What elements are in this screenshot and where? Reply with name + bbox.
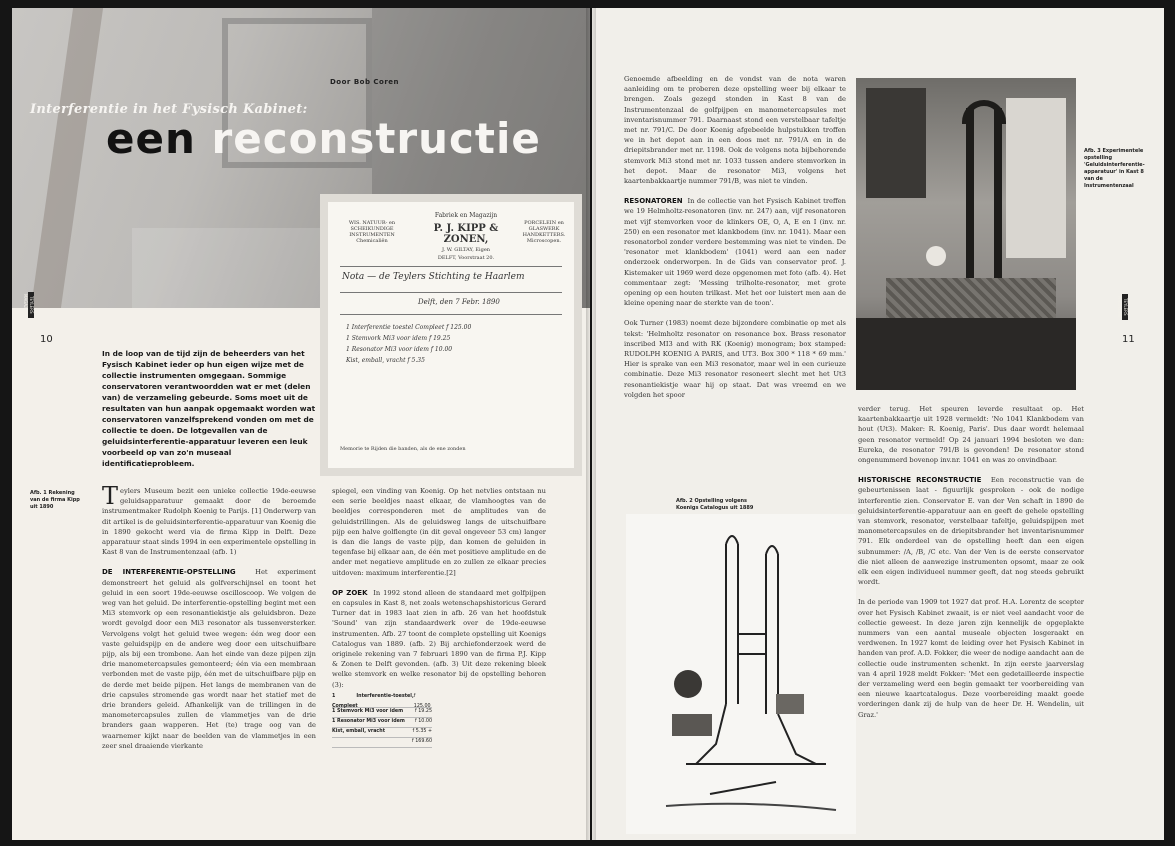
- intro-paragraph: In de loop van de tijd zijn de beheerders van het Fysisch Kabinet ieder op hun eigen wijze met de collectie instrumenten omgegaan. Sommige conservatoren verantwoordden wat er met (delen van) de verzameling gebeurde. Soms moet uit de resultaten van hun aanpak opgemaakt worden wat conservatoren vanzelfsprekend vonden om met de collectie te doen. De lotgevallen van de geluidsinterferentie-apparatuur leveren een leuk voorbeeld op van zo'n museaal identificatieprobleem.: [102, 349, 316, 468]
- right-page: [592, 8, 1164, 840]
- headline-part-b: reconstructie: [211, 114, 541, 163]
- invoice-table: [332, 694, 432, 748]
- invoice-script-line-1: 1 Interferentie toestel Compleet f 125.00: [346, 324, 472, 331]
- colB-para-2: Een reconstructie van de gebeurtenissen laat - figuurlijk gesproken - ook de nodige interferentie zien. Conservator E. van der Ven schaft in 1890 de geluidsinterferentie-apparatuur aan en geeft de gehele opstelling van stemvork, resonator, verstelbaar tafeltje, geluidspijpen met manometercapsules en de driepitsbrander het inventarisnummer 791. Elk onderdeel van de opstelling heeft dan een eigen subnummer: /A, /B, /C etc. Van der Ven is de eerste conservator die niet alleen de aanwezige instrumenten opsomt, maar ze ook elk een eigen individueel nummer geeft, dat nog steeds gebruikt wordt.: [858, 476, 1084, 587]
- invoice-address: DELFT, Voorstraat 20.: [437, 255, 495, 261]
- catalogue-engraving: [626, 514, 856, 834]
- col1-para-1: eylers Museum bezit een unieke collectie 19de-eeuwse geluidsapparatuur gemaakt door de beroemde instrumentmaker Rudolph Koenig te Parijs. [1] Onderwerp van dit artikel is de geluidsinterferentie-apparatuur van Koenig die in 1890 gekocht werd via de firma Kipp in Delft. Deze apparatuur staat sinds 1994 in een experimentele opstelling in Kast 8 van de Instrumentenzaal (afb. 1): [102, 487, 316, 557]
- invoice-table-row: [332, 738, 432, 748]
- invoice-image: [320, 194, 582, 476]
- right-column-b: [858, 404, 1084, 720]
- invoice-owner: J. W. GILTAY, Eigen: [441, 247, 491, 253]
- invoice-script-date: Delft, den 7 Febr. 1890: [418, 298, 500, 306]
- byline: Door Bob Coren: [330, 78, 400, 86]
- invoice-mid-header: [416, 212, 516, 261]
- page-number-left: 10: [40, 334, 53, 345]
- figure-1-caption: Afb. 1 Rekening van de firma Kipp uit 1890: [30, 490, 80, 510]
- subheading-historische: HISTORISCHE RECONSTRUCTIE: [858, 476, 982, 485]
- figure-3-caption: Afb. 3 Experimentele opstelling 'Geluidsinterferentie-apparatuur' in Kast 8 van de Instrumentenzaal: [1084, 148, 1145, 189]
- invoice-table-item: 1 Interferentie-toestel, Compleet: [332, 694, 414, 710]
- invoice-left-header: WIS. NATUUR- en SCHEIKUNDIGE INSTRUMENTEN Chemicaliën: [348, 220, 396, 244]
- figure-2-caption: Afb. 2 Opstelling volgens Koenigs Catalogus uit 1889: [676, 498, 754, 511]
- invoice-table-amount: f 19.25: [415, 709, 432, 715]
- colB-para-1: verder terug. Het speuren leverde resultaat op. Het kaartenbakkaartje uit 1928 vermeldt: 'No 1041 Klankbodem van hout (Ut3). Maker: R. Koenig, Paris'. Dus daar wordt helemaal geen resonator vermeld! Op 24 januari 1994 besloten we dan: Eureka, de resonator 791/B is gevonden! De resonator stond ongenummerd bovenop inv.nr. 1041 en was zo onvindbaar.: [858, 405, 1084, 465]
- invoice-table-item: 1 Stemvork Mi3 voor idem: [332, 709, 404, 715]
- subheading-opstelling: DE INTERFERENTIE-OPSTELLING: [102, 568, 236, 577]
- invoice-right-header: PORCELEIN en GLASWERK HANDKETTERS. Microscopen.: [522, 220, 566, 244]
- col1-para-2: Het experiment demonstreert het geluid als golfverschijnsel en toont het geluid in een soort 19de-eeuwse oscilloscoop. We volgen de weg van het geluid. De interferentie-opstelling begint met een Mi3 stemvork op een resonantiekistje als geluidsbron. Deze wordt gevolgd door een Mi3 resonator als tussenversterker. Vervolgens volgt het geluid twee wegen: één weg door een vaste geluidspijp en de andere weg door een uitschuifbare pijp, als bij een trombone. Aan het einde van deze pijpen zijn drie manometercapsules gemonteerd; één via een membraan verbonden met de vaste pijp, één met de uitschuifbare pijp en de derde met beide pijpen. Het langs de membranen van de drie capsules stromende gas wordt naar het statief met de drie branders geleid. Afhankelijk van de trillingen in de manometercapsules zullen de vlammetjes van de drie branders gaan wapperen. Het (te) trage oog van de waarnemer kijkt naar de beelden van de vlammetjes in een zeer snel draaiende vierkante: [102, 568, 316, 750]
- left-page: [12, 8, 590, 840]
- col2-para-2: In 1992 stond alleen de standaard met golfpijpen en capsules in Kast 8, net zoals wetenschapshistoricus Gerard Turner dat in 1983 laat zien in afb. 26 van het hoofdstuk 'Sound' van zijn standaardwerk over de 19de-eeuwse instrumenten. Afb. 27 toont de complete opstelling uit Koenigs Catalogus van 1889. (afb. 2) Bij archiefonderzoek werd de originele rekening van 7 februari 1890 van de firma P.J. Kipp & Zonen te Delft gevonden. (afb. 3) Uit deze rekening bleek welke stemvork en welke resonator bij de opstelling behoren (3):: [332, 588, 546, 689]
- page-number-right: 11: [1122, 334, 1135, 345]
- magazine-tab-right: TEYLERS MAGAZINE: [1122, 294, 1128, 320]
- invoice-table-amount: f 125.00: [413, 694, 431, 710]
- left-column-1: [102, 482, 316, 751]
- right-column-a: [624, 74, 846, 400]
- invoice-script-addressee: Nota — de Teylers Stichting te Haarlem: [342, 272, 525, 282]
- dropcap: T: [102, 482, 119, 510]
- invoice-table-item: Kist, emball, vracht: [332, 729, 385, 735]
- invoice-company: P. J. KIPP & ZONEN,: [433, 223, 499, 245]
- invoice-table-amount: f 5.35 +: [412, 729, 432, 735]
- invoice-footer: Memorie te Rijden die banden, als de ene zonden: [340, 446, 466, 452]
- colA-para-2: In de collectie van het Fysisch Kabinet treffen we 19 Helmholtz-resonatoren (inv. nr. 247) aan, vijf resonatoren met vijf stemvorken voor de klinkers OE, O, A, E en I (inv. nr. 250) en een resonator met klankbodem (inv. nr. 1041). Maar een resonatorbol zonder verdere bestemming was niet te vinden. De 'resonator met klankbodem' (1041) werd aan een nader onderzoek onderworpen. In de Gids van conservator prof. J. Kistemaker uit 1969 werd deze opgenomen met foto (afb. 4). Het commentaar zegt: 'Messing trilholte-resonator, met grote opening op een houten trilkast. Met het oor luistert men aan de kleine opening naar de sterkte van de toon'.: [624, 197, 846, 308]
- kicker-title: Interferentie in het Fysisch Kabinet:: [30, 102, 308, 117]
- invoice-script-line-3: 1 Resonator Mi3 voor idem f 10.00: [346, 346, 453, 353]
- colA-para-3: Ook Turner (1983) noemt deze bijzondere combinatie op met als tekst: 'Helmholtz resonator on resonance box. Brass resonator inscribed MI3 and with RK (Koenig) monogram; box stamped: RUDOLPH KOENIG A PARIS, and UT3. Box 300 * 118 * 69 mm.' Hier is sprake van een Mi3 resonator, maar wel in een curieuze combinatie. Deze Mi3 resonator resoneert slecht met het Ut3 resonantiekistje waar hij op staat. Dat was vreemd en we volgden het spoor: [624, 319, 846, 399]
- headline: [106, 114, 541, 163]
- invoice-table-item: 1 Resonator Mi3 voor idem: [332, 719, 405, 725]
- subheading-resonatoren: RESONATOREN: [624, 197, 683, 206]
- left-column-2: [332, 486, 546, 748]
- colB-para-3: In de periode van 1909 tot 1927 dat prof. H.A. Lorentz de scepter over het Fysisch Kabinet zwaait, is er niet veel aandacht voor de collectie geweest. In deze jaren zijn kennelijk de opgeplakte nummers van een aantal museale objecten losgeraakt en verdwenen. In 1927 komt de leiding over het Fysisch Kabinet in handen van prof. A.D. Fokker, die weer de nodige aandacht aan de collectie oude instrumenten schenkt. In zijn eerste jaarverslag van 4 april 1928 meldt Fokker: 'Met een gedetailleerde inspectie der verzameling werd een begin gemaakt ter voorbereiding van een nieuwe kaartcatalogus. Deze voorbereiding maakt goede vorderingen dank zij de hulp van de heer Dr. H. Wendelin, uit Graz.': [858, 598, 1084, 719]
- page-gutter: [586, 8, 596, 840]
- magazine-tab-left: TEYLERS MAGAZINE: [28, 292, 34, 318]
- engraving-illustration: [626, 514, 856, 834]
- subheading-op-zoek: OP ZOEK: [332, 588, 368, 597]
- invoice-table-amount: f 10.00: [415, 719, 432, 725]
- invoice-script-line-4: Kist, emball, vracht f 5.35: [346, 357, 425, 364]
- invoice-script-line-2: 1 Stemvork Mi3 voor idem f 19.25: [346, 335, 451, 342]
- invoice-factory: Fabriek en Magazijn: [434, 212, 498, 219]
- experiment-photo: [856, 78, 1076, 390]
- invoice-table-amount: f 169.60: [412, 739, 432, 745]
- headline-part-a: een: [106, 114, 196, 163]
- colA-para-1: Genoemde afbeelding en de vondst van de nota waren aanleiding om te proberen deze opstelling weer bij elkaar te brengen. Zoals gezegd stonden in Kast 8 van de Instrumentenzaal de golfpijpen en manometercapsules met inventarisnummer 791. Daarnaast stond een verstelbaar tafeltje met nr. 791/C. De door Koenig afgebeelde hulpstukken troffen we in het depot aan in een doos met nr. 791/A en in de driepitsbrander met nr. 1198. Ook de volgens nota bijbehorende stemvork Mi3 stond met nr. 1033 tussen andere stemvorken in het depot. Maar de resonator Mi3, volgens het kaartenbakkaartje nummer 791/B, was niet te vinden.: [624, 75, 846, 186]
- col2-para-1: spiegel, een vinding van Koenig. Op het netvlies ontstaan nu een serie beeldjes naast elkaar, de vlamhoogtes van de beeldjes corresponderen met de amplitudes van de geluidstrillingen. Als de geluidsweg langs de uitschuifbare pijp een halve golflengte (in dit geval ongeveer 53 cm) langer is dan die langs de vaste pijp, dan komen de geluiden in tegenfase bij elkaar aan, de één met positieve amplitude en de ander met negatieve amplitude en zo zullen ze elkaar precies uitdoven: maximum interferentie.[2]: [332, 487, 546, 577]
